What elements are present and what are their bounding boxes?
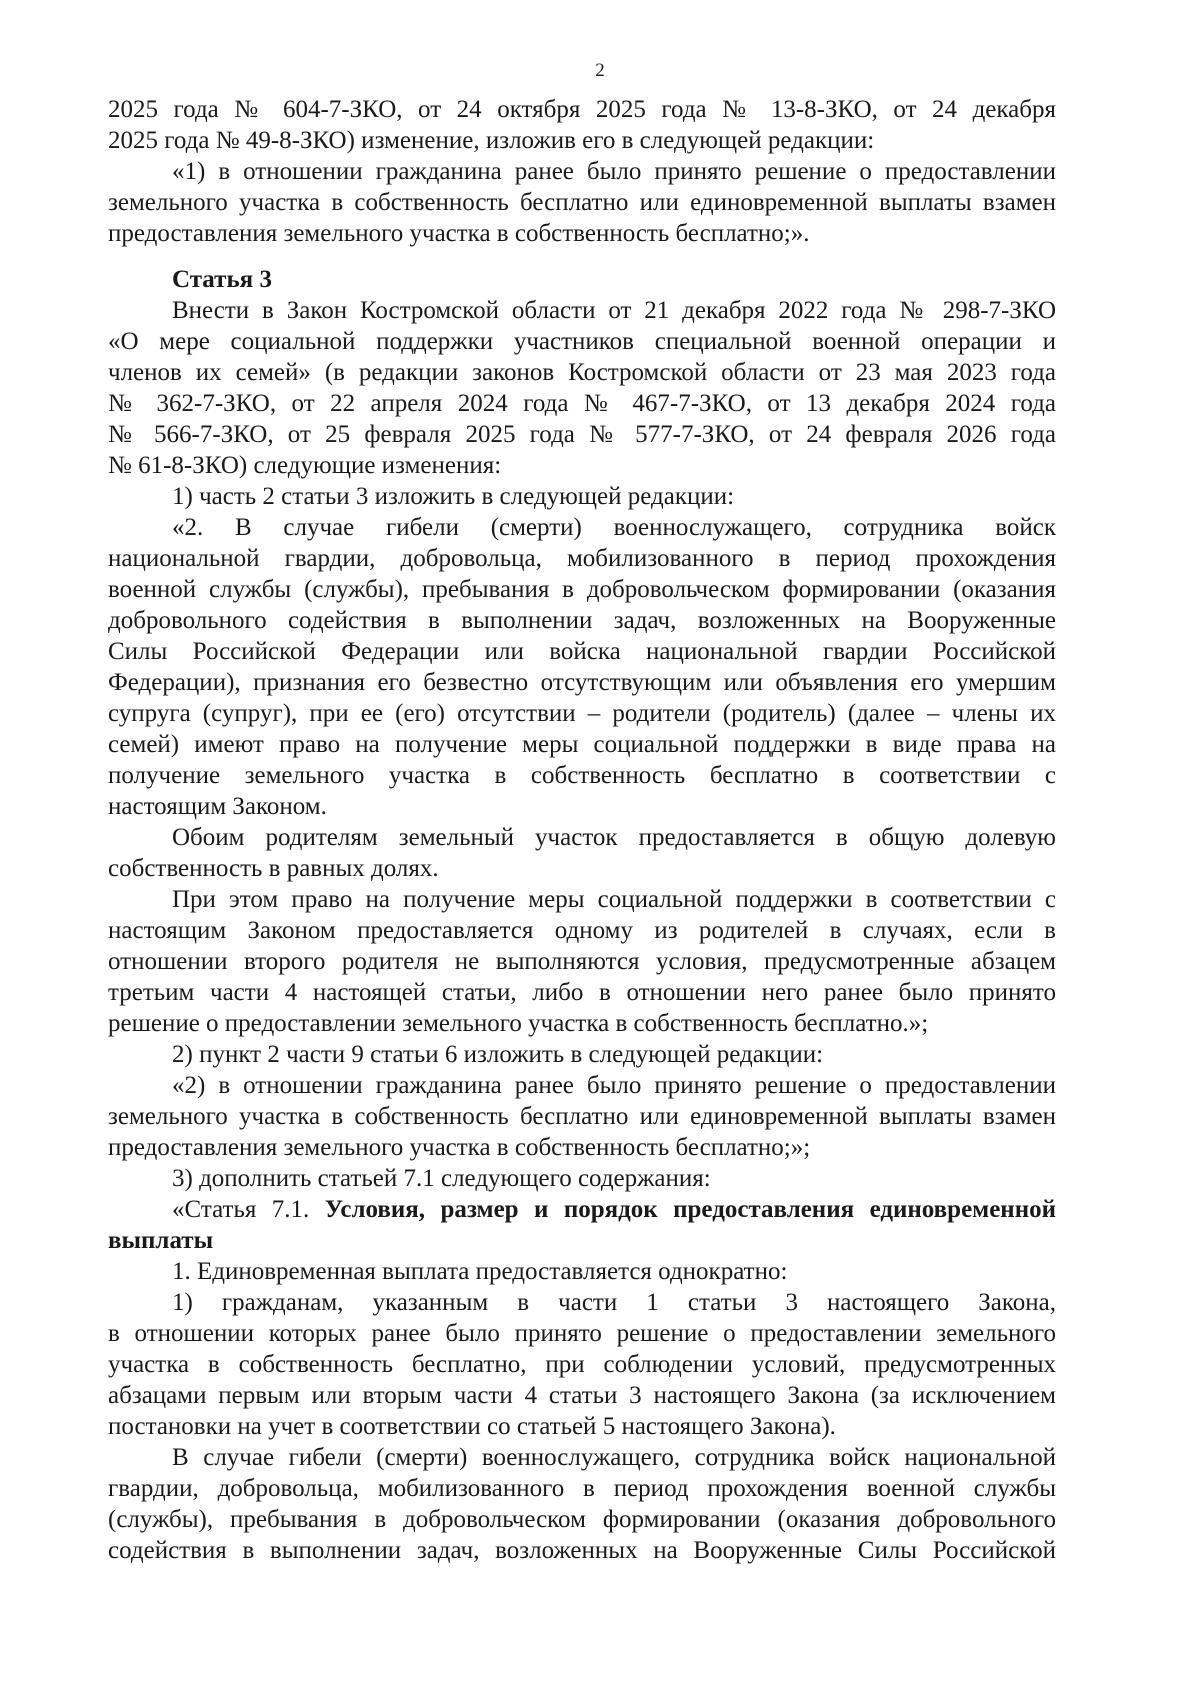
text-line: получение земельного участка в собственность бесплатно в соответствии с — [108, 762, 1056, 789]
text-line: земельного участка в собственность бесплатно или единовременной выплаты взамен — [108, 189, 1056, 216]
text-line: членов их семей» (в редакции законов Костромской области от 23 мая 2023 года — [108, 359, 1056, 386]
text-line: Обоим родителям земельный участок предоставляется в общую долевую — [172, 824, 1056, 851]
text-line: выплаты — [108, 1227, 214, 1254]
text-line: собственность в равных долях. — [108, 855, 439, 882]
text-line: 2025 года № 49-8-ЗКО) изменение, изложив его в следующей редакции: — [108, 127, 875, 154]
text-line: абзацами первым или вторым части 4 статьи 3 настоящего Закона (за исключением — [108, 1382, 1056, 1409]
text-line: добровольного содействия в выполнении задач, возложенных на Вооруженные — [108, 607, 1056, 634]
text-line: Внести в Закон Костромской области от 21 декабря 2022 года № 298-7-ЗКО — [172, 297, 1056, 324]
text-line: постановки на учет в соответствии со статьей 5 настоящего Закона). — [108, 1413, 836, 1440]
text-line: «2) в отношении гражданина ранее было принято решение о предоставлении — [172, 1072, 1056, 1099]
article-7-1-number: «Статья 7.1. — [172, 1196, 310, 1223]
article-7-1-heading — [108, 1194, 1056, 1225]
text-line: земельного участка в собственность бесплатно или единовременной выплаты взамен — [108, 1103, 1056, 1130]
text-line: гвардии, добровольца, мобилизованного в период прохождения военной службы — [108, 1475, 1056, 1502]
text-line: 1) гражданам, указанным в части 1 статьи 3 настоящего Закона, — [172, 1289, 1056, 1316]
text-line: Федерации), признания его безвестно отсутствующим или объявления его умершим — [108, 669, 1056, 696]
article-3 — [108, 264, 1056, 1566]
text-line: (службы), пребывания в добровольческом формировании (оказания добровольного — [108, 1506, 1056, 1533]
text-line: № 566-7-ЗКО, от 25 февраля 2025 года № 577-7-ЗКО, от 24 февраля 2026 года — [108, 421, 1056, 448]
text-line: супруга (супруг), при ее (его) отсутствии – родители (родитель) (далее – члены их — [108, 700, 1056, 727]
text-line: участка в собственность бесплатно, при соблюдении условий, предусмотренных — [108, 1351, 1056, 1378]
text-line: в отношении которых ранее было принято решение о предоставлении земельного — [108, 1320, 1056, 1347]
paragraph-amendment-tail — [108, 94, 1056, 249]
text-line: предоставления земельного участка в собственность бесплатно;»; — [108, 1134, 811, 1161]
article-7-1-title: Условия, размер и порядок предоставления единовременной — [324, 1196, 1057, 1223]
text-line: 3) дополнить статьей 7.1 следующего содержания: — [172, 1165, 711, 1192]
page-number: 2 — [595, 60, 605, 81]
text-line: предоставления земельного участка в собственность бесплатно;». — [108, 220, 810, 247]
text-line: № 362-7-ЗКО, от 22 апреля 2024 года № 467-7-ЗКО, от 13 декабря 2024 года — [108, 390, 1056, 417]
text-line: 1. Единовременная выплата предоставляется однократно: — [172, 1258, 788, 1285]
text-line: «2. В случае гибели (смерти) военнослужащего, сотрудника войск — [172, 514, 1056, 541]
article-heading: Статья 3 — [172, 266, 272, 293]
text-line: настоящим Законом. — [108, 793, 327, 820]
text-line: Силы Российской Федерации или войска национальной гвардии Российской — [108, 638, 1056, 665]
text-line: 2) пункт 2 части 9 статьи 6 изложить в следующей редакции: — [172, 1041, 824, 1068]
text-line: настоящим Законом предоставляется одному из родителей в случаях, если в — [108, 917, 1056, 944]
text-line: 1) часть 2 статьи 3 изложить в следующей редакции: — [172, 483, 735, 510]
text-line: «О мере социальной поддержки участников специальной военной операции и — [108, 328, 1056, 355]
text-line: решение о предоставлении земельного участка в собственность бесплатно.»; — [108, 1010, 929, 1037]
text-line: 2025 года № 604-7-ЗКО, от 24 октября 2025 года № 13-8-ЗКО, от 24 декабря — [108, 96, 1056, 123]
text-line: отношении второго родителя не выполняются условия, предусмотренные абзацем — [108, 948, 1056, 975]
text-line: содействия в выполнении задач, возложенных на Вооруженные Силы Российской — [108, 1537, 1056, 1564]
text-line: «1) в отношении гражданина ранее было принято решение о предоставлении — [172, 158, 1056, 185]
text-line: семей) имеют право на получение меры социальной поддержки в виде права на — [108, 731, 1056, 758]
text-line: национальной гвардии, добровольца, мобилизованного в период прохождения — [108, 545, 1056, 572]
text-line: При этом право на получение меры социальной поддержки в соответствии с — [172, 886, 1056, 913]
text-line: № 61-8-ЗКО) следующие изменения: — [108, 452, 502, 479]
text-line: третьим части 4 настоящей статьи, либо в отношении него ранее было принято — [108, 979, 1056, 1006]
text-line: военной службы (службы), пребывания в добровольческом формировании (оказания — [108, 576, 1056, 603]
text-line: В случае гибели (смерти) военнослужащего, сотрудника войск национальной — [172, 1444, 1056, 1471]
